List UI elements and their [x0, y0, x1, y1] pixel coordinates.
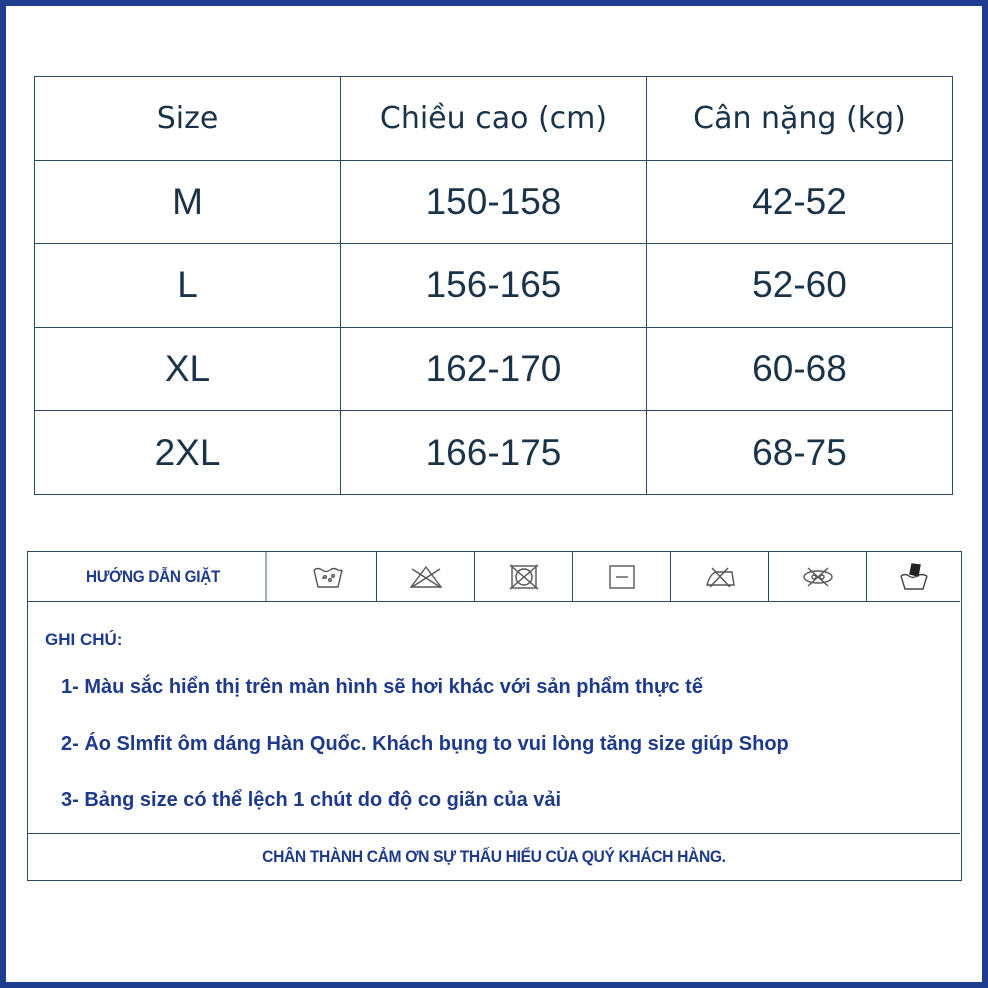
- washing-guide-label: HƯỚNG DẪN GIẶT: [41, 552, 267, 601]
- notes-heading: GHI CHÚ:: [45, 630, 123, 649]
- note-item: 2- Áo Slmfit ôm dáng Hàn Quốc. Khách bụng to vui lòng tăng size giúp Shop: [61, 733, 789, 755]
- wash-30-icon: [279, 552, 377, 601]
- washing-guide-row: [28, 552, 960, 602]
- header-height: Chiều cao (cm): [341, 77, 647, 161]
- cell-size: XL: [35, 327, 341, 411]
- dry-flat-icon: [573, 552, 671, 601]
- cell-weight: 42-52: [647, 160, 953, 244]
- header-size: Size: [35, 77, 341, 161]
- cell-height: 166-175: [341, 411, 647, 495]
- size-chart-table: [34, 76, 953, 495]
- cell-size: 2XL: [35, 411, 341, 495]
- cell-height: 150-158: [341, 160, 647, 244]
- cell-size: L: [35, 244, 341, 328]
- cell-size: M: [35, 160, 341, 244]
- table-row: [35, 411, 953, 495]
- cell-height: 162-170: [341, 327, 647, 411]
- thanks-text: CHÂN THÀNH CẢM ƠN SỰ THẤU HIỂU CỦA QUÝ KHÁCH HÀNG.: [262, 847, 726, 866]
- cell-weight: 68-75: [647, 411, 953, 495]
- iron-low-icon: [671, 552, 769, 601]
- do-not-bleach-icon: [377, 552, 475, 601]
- do-not-dry-clean-icon: [769, 552, 867, 601]
- cell-weight: 52-60: [647, 244, 953, 328]
- care-notes-box: [27, 551, 962, 881]
- svg-text:°: °: [320, 575, 325, 586]
- note-item: 3- Bảng size có thể lệch 1 chút do độ co giãn của vải: [61, 789, 562, 811]
- thanks-row: [28, 833, 960, 880]
- table-row: [35, 327, 953, 411]
- header-weight: Cân nặng (kg): [647, 77, 953, 161]
- note-item: 1- Màu sắc hiển thị trên màn hình sẽ hơi khác với sản phẩm thực tế: [61, 676, 703, 698]
- table-header-row: [35, 77, 953, 161]
- hand-wash-icon: [867, 552, 960, 601]
- table-row: [35, 160, 953, 244]
- table-row: [35, 244, 953, 328]
- do-not-tumble-dry-icon: [475, 552, 573, 601]
- cell-weight: 60-68: [647, 327, 953, 411]
- cell-height: 156-165: [341, 244, 647, 328]
